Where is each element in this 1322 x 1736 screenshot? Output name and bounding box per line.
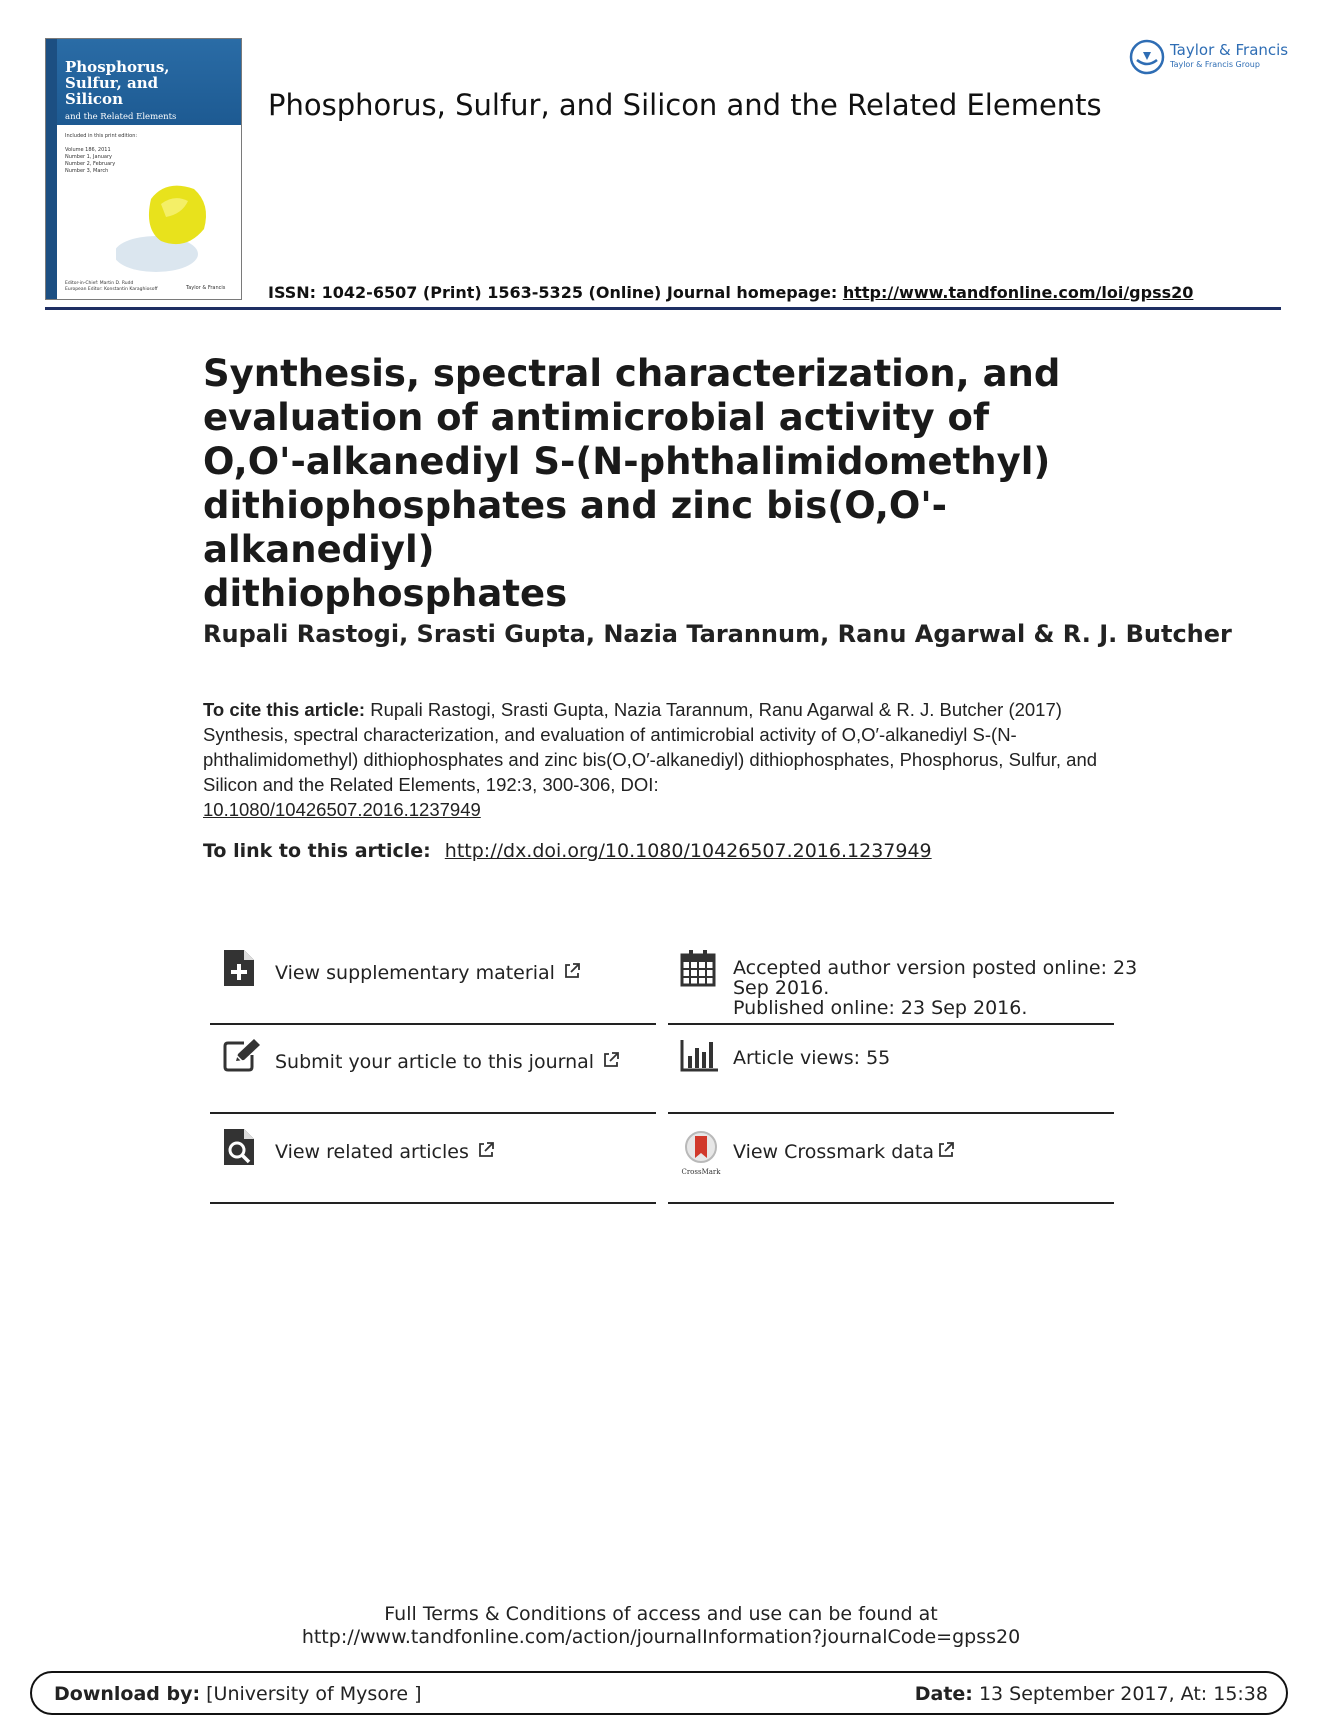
article-authors: Rupali Rastogi, Srasti Gupta, Nazia Tarannum, Ranu Agarwal & R. J. Butcher: [203, 620, 1232, 648]
crystal-image: [116, 159, 226, 279]
article-doi-link[interactable]: http://dx.doi.org/10.1080/10426507.2016.1237949: [444, 840, 932, 862]
accepted-line-2: Sep 2016.: [733, 977, 830, 999]
cite-label: To cite this article:: [203, 699, 366, 720]
document-search-icon: [222, 1127, 256, 1167]
divider: [210, 1112, 656, 1114]
header-divider: [45, 307, 1281, 310]
cover-subtitle: and the Related Elements: [65, 112, 177, 122]
download-value: [University of Mysore ]: [206, 1683, 422, 1705]
issn-line: [268, 283, 1193, 302]
journal-cover: [45, 38, 242, 300]
terms-block: [0, 1603, 1322, 1649]
issn-text: ISSN: 1042-6507 (Print) 1563-5325 (Online) Journal homepage:: [268, 283, 838, 302]
taylor-francis-logo-icon[interactable]: [1128, 38, 1166, 76]
cover-title: Phosphorus, Sulfur, and Silicon: [65, 58, 170, 108]
terms-url[interactable]: http://www.tandfonline.com/action/journalInformation?journalCode=gpss20: [301, 1626, 1021, 1648]
external-link-icon: [937, 1141, 955, 1159]
cover-publisher: Taylor & Francis: [186, 285, 226, 291]
download-footer: [30, 1671, 1288, 1715]
cite-text: Rupali Rastogi, Srasti Gupta, Nazia Tarannum, Ranu Agarwal & R. J. Butcher (2017) Synthesis, spectral characterization, and evaluation of antimicrobial activity of O,O′-alkanediyl S-(N-phthalimidomethyl) dithiophosphates and zinc bis(O,O′-alkanediyl) dithiophosphates, Phosphorus, Sulfur, and Silicon and the Related Elements, 192:3, 300-306, DOI:: [203, 699, 1098, 795]
divider: [668, 1023, 1114, 1025]
crossmark-badge[interactable]: [680, 1130, 722, 1176]
calendar-icon: [680, 949, 716, 987]
cover-spine: [46, 39, 57, 299]
article-title: Synthesis, spectral characterization, and evaluation of antimicrobial activity of O,O'-alkanediyl S-(N-phthalimidomethyl) dithiophosphates and zinc bis(O,O'-alkanediyl) dithiophosphates: [203, 352, 1061, 615]
external-link-icon: [477, 1141, 495, 1159]
view-related-articles-link[interactable]: [275, 1141, 495, 1163]
external-link-icon: [563, 962, 581, 980]
crossmark-label: View Crossmark data: [733, 1141, 935, 1163]
divider: [210, 1202, 656, 1204]
journal-title: Phosphorus, Sulfur, and Silicon and the Related Elements: [268, 88, 1102, 122]
related-label: View related articles: [275, 1141, 469, 1163]
citation-block: [203, 697, 1143, 822]
download-by: [54, 1683, 422, 1705]
view-crossmark-link[interactable]: [733, 1141, 955, 1163]
accepted-line-1: Accepted author version posted online: 23: [733, 957, 1138, 979]
divider: [668, 1202, 1114, 1204]
submit-article-link[interactable]: [275, 1051, 620, 1073]
cite-doi-link[interactable]: 10.1080/10426507.2016.1237949: [203, 799, 481, 820]
external-link-icon: [602, 1051, 620, 1069]
cover-editors: Editor-in-Chief: Martin D. Rudd European Editor: Konstantin Karaghiosoff: [65, 281, 158, 292]
bar-chart-icon: [680, 1038, 720, 1072]
divider: [210, 1023, 656, 1025]
crossmark-badge-text: CrossMark: [681, 1168, 721, 1176]
article-link-line: [203, 840, 932, 862]
download-date: [915, 1683, 1268, 1705]
journal-homepage-link[interactable]: http://www.tandfonline.com/loi/gpss20: [842, 283, 1194, 302]
published-online: Published online: 23 Sep 2016.: [733, 997, 1028, 1019]
view-supplementary-link[interactable]: [275, 962, 581, 984]
cover-issue-info: Included in this print edition: Volume 186, 2011 Number 1, January Number 2, February Number 3, March: [65, 133, 138, 174]
edit-pencil-icon: [222, 1037, 262, 1073]
publisher-name: Taylor & Francis: [1170, 41, 1289, 59]
crossmark-icon: [680, 1130, 722, 1164]
terms-line-1: Full Terms & Conditions of access and use can be found at: [384, 1603, 938, 1625]
download-label: Download by:: [54, 1683, 201, 1705]
submit-label: Submit your article to this journal: [275, 1051, 595, 1073]
supplementary-label: View supplementary material: [275, 962, 555, 984]
date-label: Date:: [914, 1683, 973, 1705]
document-plus-icon: [222, 948, 256, 988]
publisher-group: Taylor & Francis Group: [1170, 60, 1260, 69]
divider: [668, 1112, 1114, 1114]
link-label: To link to this article:: [203, 840, 431, 862]
date-value: 13 September 2017, At: 15:38: [978, 1683, 1268, 1705]
article-views: Article views: 55: [733, 1047, 891, 1069]
